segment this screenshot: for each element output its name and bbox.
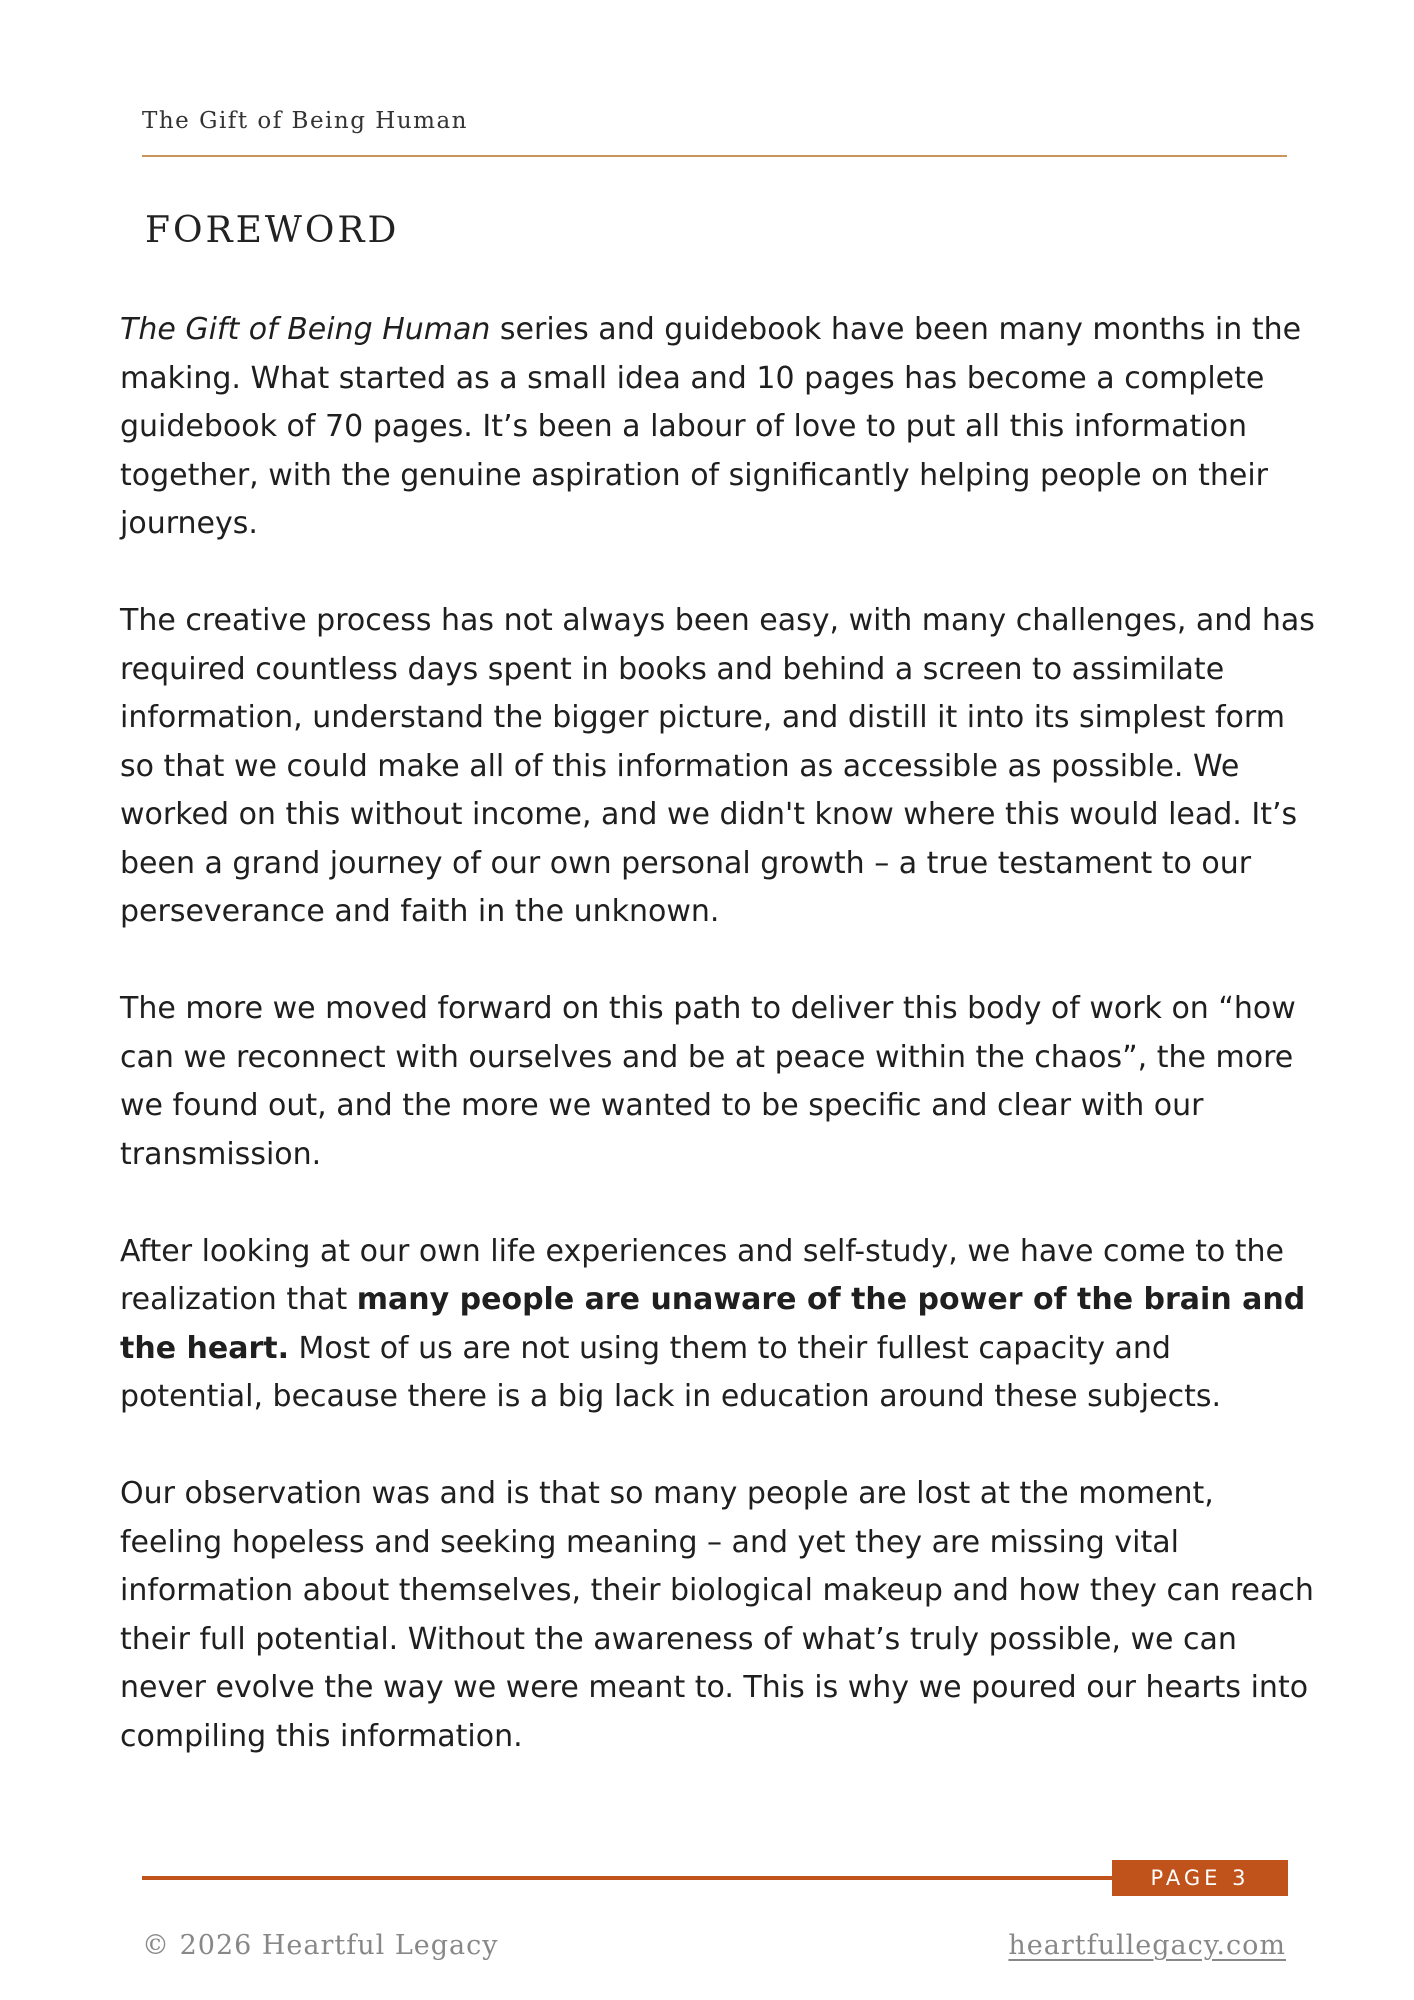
page-number-badge: PAGE 3	[1112, 1860, 1288, 1896]
paragraph-4-bold: many people are unaware of the power of the brain and the heart.	[120, 1282, 1306, 1366]
footer-divider	[142, 1876, 1122, 1880]
section-title: FOREWORD	[145, 210, 400, 251]
paragraph-4	[120, 1228, 1320, 1422]
paragraph-5: Our observation was and is that so many people are lost at the moment, feeling hopeless and seeking meaning – and yet they are missing vital information about themselves, their biological makeup and how they can reach their full potential. Without the awareness of what’s truly possible, we can never evolve the way we were meant to. This is why we poured our hearts into compiling this information.	[120, 1476, 1314, 1754]
body-text	[120, 306, 1320, 1761]
paragraph-4-end: Most of us are not using them to their fullest capacity and potential, because there is a big lack in education around these subjects.	[120, 1330, 1221, 1414]
header-divider	[142, 155, 1287, 157]
paragraph-3: The more we moved forward on this path to deliver this body of work on “how can we reconnect with ourselves and be at peace within the chaos”, the more we found out, and the more we wanted to be specific and clear with our transmission.	[120, 991, 1296, 1172]
paragraph-2: The creative process has not always been easy, with many challenges, and has required countless days spent in books and behind a screen to assimilate information, understand the bigger picture, and distill it into its simplest form so that we could make all of this information as accessible as possible. We worked on this without income, and we didn't know where this would lead. It’s been a grand journey of our own personal growth – a true testament to our perseverance and faith in the unknown.	[120, 603, 1315, 929]
copyright-text: © 2026 Heartful Legacy	[142, 1930, 499, 1961]
paragraph-4-start: After looking at our own life experiences and self-study, we have come to the realization that	[120, 1233, 1284, 1317]
running-header-title: The Gift of Being Human	[142, 108, 468, 134]
paragraph-1	[120, 306, 1320, 549]
website-link[interactable]: heartfullegacy.com	[1008, 1930, 1286, 1961]
paragraph-1-text: series and guidebook have been many months in the making. What started as a small idea and 10 pages has become a complete guidebook of 70 pages. It’s been a labour of love to put all this information together, with the genuine aspiration of significantly helping people on their journeys.	[120, 312, 1302, 541]
book-title-italic: The Gift of Being Human	[120, 312, 491, 347]
